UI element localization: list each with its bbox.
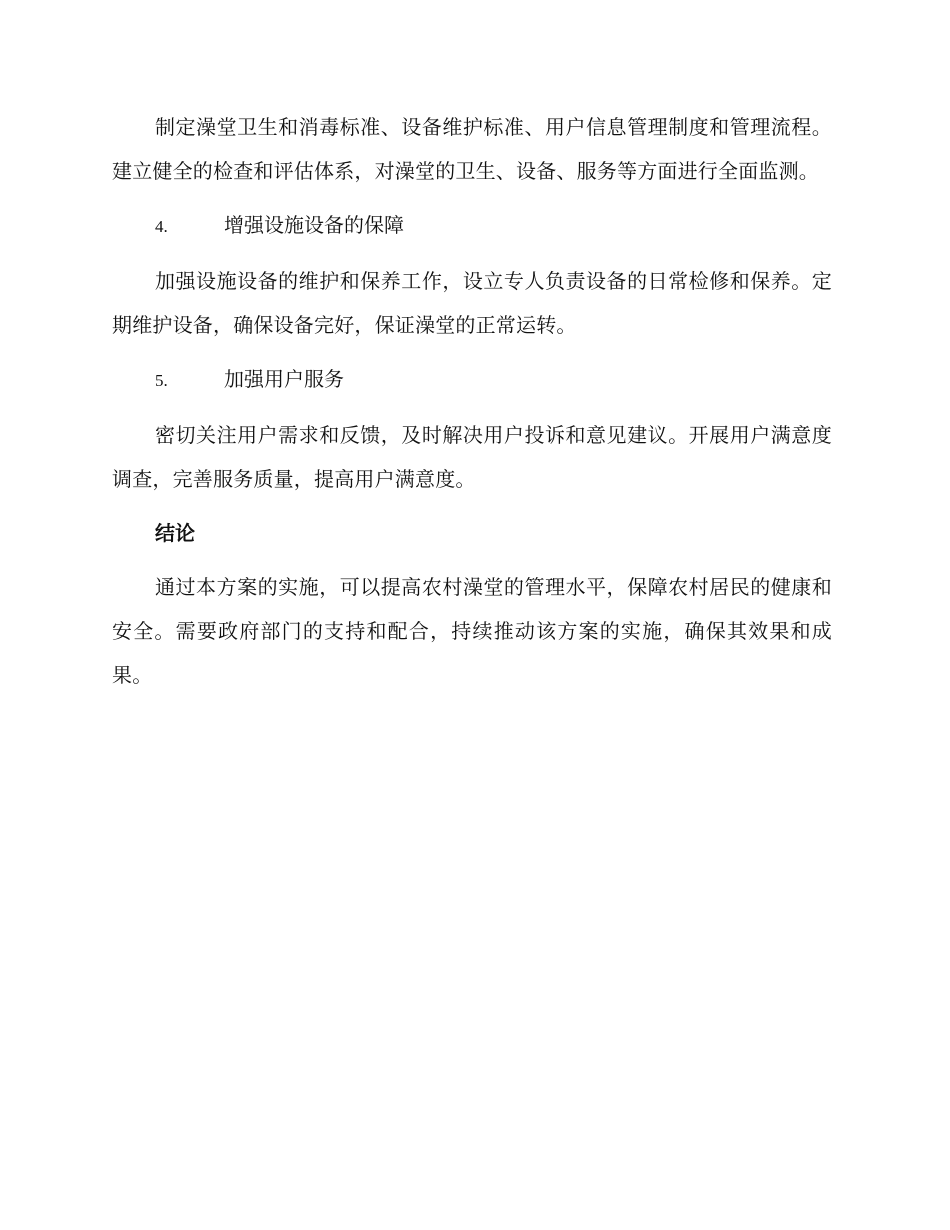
list-number: 4. [155, 217, 168, 236]
paragraph-conclusion: 通过本方案的实施，可以提高农村澡堂的管理水平，保障农村居民的健康和安全。需要政府部门的支持和配合，持续推动该方案的实施，确保其效果和成果。 [112, 575, 832, 687]
list-title: 加强用户服务 [224, 367, 344, 391]
document-body [112, 105, 832, 707]
paragraph-service: 密切关注用户需求和反馈，及时解决用户投诉和意见建议。开展用户满意度调查，完善服务质量，提高用户满意度。 [112, 423, 832, 491]
list-number: 5. [155, 371, 168, 390]
paragraph-equipment: 加强设施设备的维护和保养工作，设立专人负责设备的日常检修和保养。定期维护设备，确保设备完好，保证澡堂的正常运转。 [112, 269, 832, 337]
list-item-5 [112, 357, 832, 403]
list-title: 增强设施设备的保障 [224, 213, 404, 237]
paragraph-standards: 制定澡堂卫生和消毒标准、设备维护标准、用户信息管理制度和管理流程。建立健全的检查和评估体系，对澡堂的卫生、设备、服务等方面进行全面监测。 [112, 115, 832, 183]
list-item-4 [112, 203, 832, 249]
conclusion-heading: 结论 [155, 521, 195, 545]
